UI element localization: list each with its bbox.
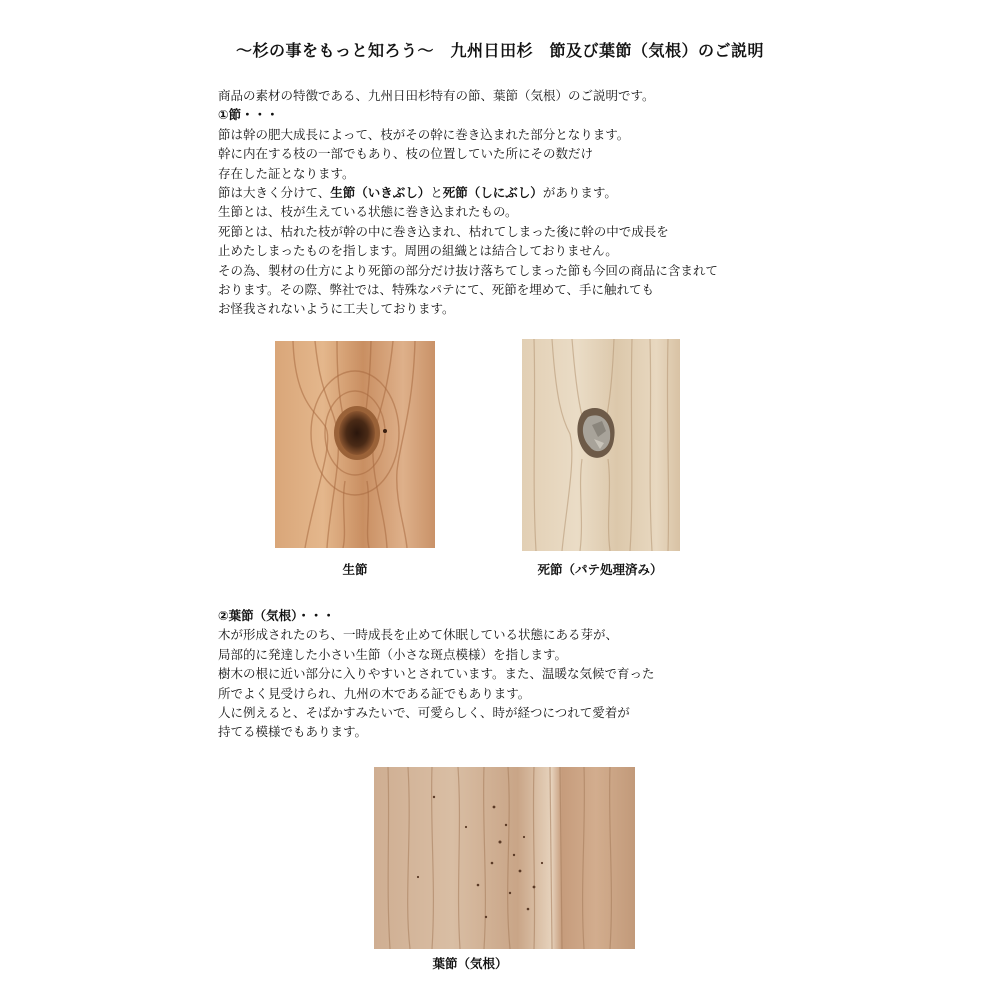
intro-text: 商品の素材の特徴である、九州日田杉特有の節、葉節（気根）のご説明です。: [218, 88, 655, 103]
text-line: 人に例えると、そばかすみたいで、可愛らしく、時が経つにつれて愛着が: [218, 705, 630, 721]
text-line: おります。その際、弊社では、特殊なパテにて、死節を埋めて、手に触れても: [218, 282, 655, 298]
text-span: 節は大きく分けて、: [218, 185, 331, 201]
live-knot-term: 生節（いきぶし）: [330, 185, 431, 201]
text-line: その為、製材の仕方により死節の部分だけ抜け落ちてしまった節も今回の商品に含まれて: [218, 262, 718, 278]
leaf-knot-photo: [374, 767, 635, 949]
text-line: 木が形成されたのち、一時成長を止めて休眠している状態にある芽が、: [218, 627, 619, 643]
text-line: 幹に内在する枝の一部でもあり、枝の位置していた所にその数だけ: [218, 146, 594, 162]
text-span: があります。: [542, 185, 617, 201]
dead-knot-term: 死節（しにぶし）: [442, 185, 543, 201]
section-knot-text: [218, 86, 718, 319]
live-knot-photo: [275, 341, 435, 548]
text-span: と: [430, 185, 443, 201]
knot-heading: ①節・・・: [218, 107, 279, 123]
text-line: 止めたしまったものを指します。周囲の組織とは結合しておりません。: [218, 243, 618, 259]
text-line: 樹木の根に近い部分に入りやすいとされています。また、温暖な気候で育った: [218, 666, 655, 682]
section-leaf-knot-text: [218, 606, 655, 742]
leaf-knot-heading: ②葉節（気根）・・・: [218, 608, 335, 623]
text-line: 死節とは、枯れた枝が幹の中に巻き込まれ、枯れてしまった後に幹の中で成長を: [218, 223, 669, 239]
page-title: ～杉の事をもっと知ろう～ 九州日田杉 節及び葉節（気根）のご説明: [235, 41, 764, 60]
dead-knot-photo: [522, 339, 680, 551]
text-line: 局部的に発達した小さい生節（小さな斑点模様）を指します。: [218, 646, 568, 662]
text-line: 所でよく見受けられ、九州の木である証でもあります。: [218, 685, 531, 701]
dead-knot-caption: 死節（パテ処理済み）: [537, 562, 663, 577]
text-line: 存在した証となります。: [218, 165, 355, 181]
text-line: 生節とは、枝が生えている状態に巻き込まれたもの。: [218, 204, 518, 220]
text-line: 持てる模様でもあります。: [218, 724, 368, 740]
knot-types-line: [218, 183, 718, 202]
text-line: お怪我されないように工夫しております。: [218, 301, 455, 317]
live-knot-caption: 生節: [342, 562, 368, 577]
leaf-knot-caption: 葉節（気根）: [432, 956, 508, 971]
text-line: 節は幹の肥大成長によって、枝がその幹に巻き込まれた部分となります。: [218, 126, 630, 142]
